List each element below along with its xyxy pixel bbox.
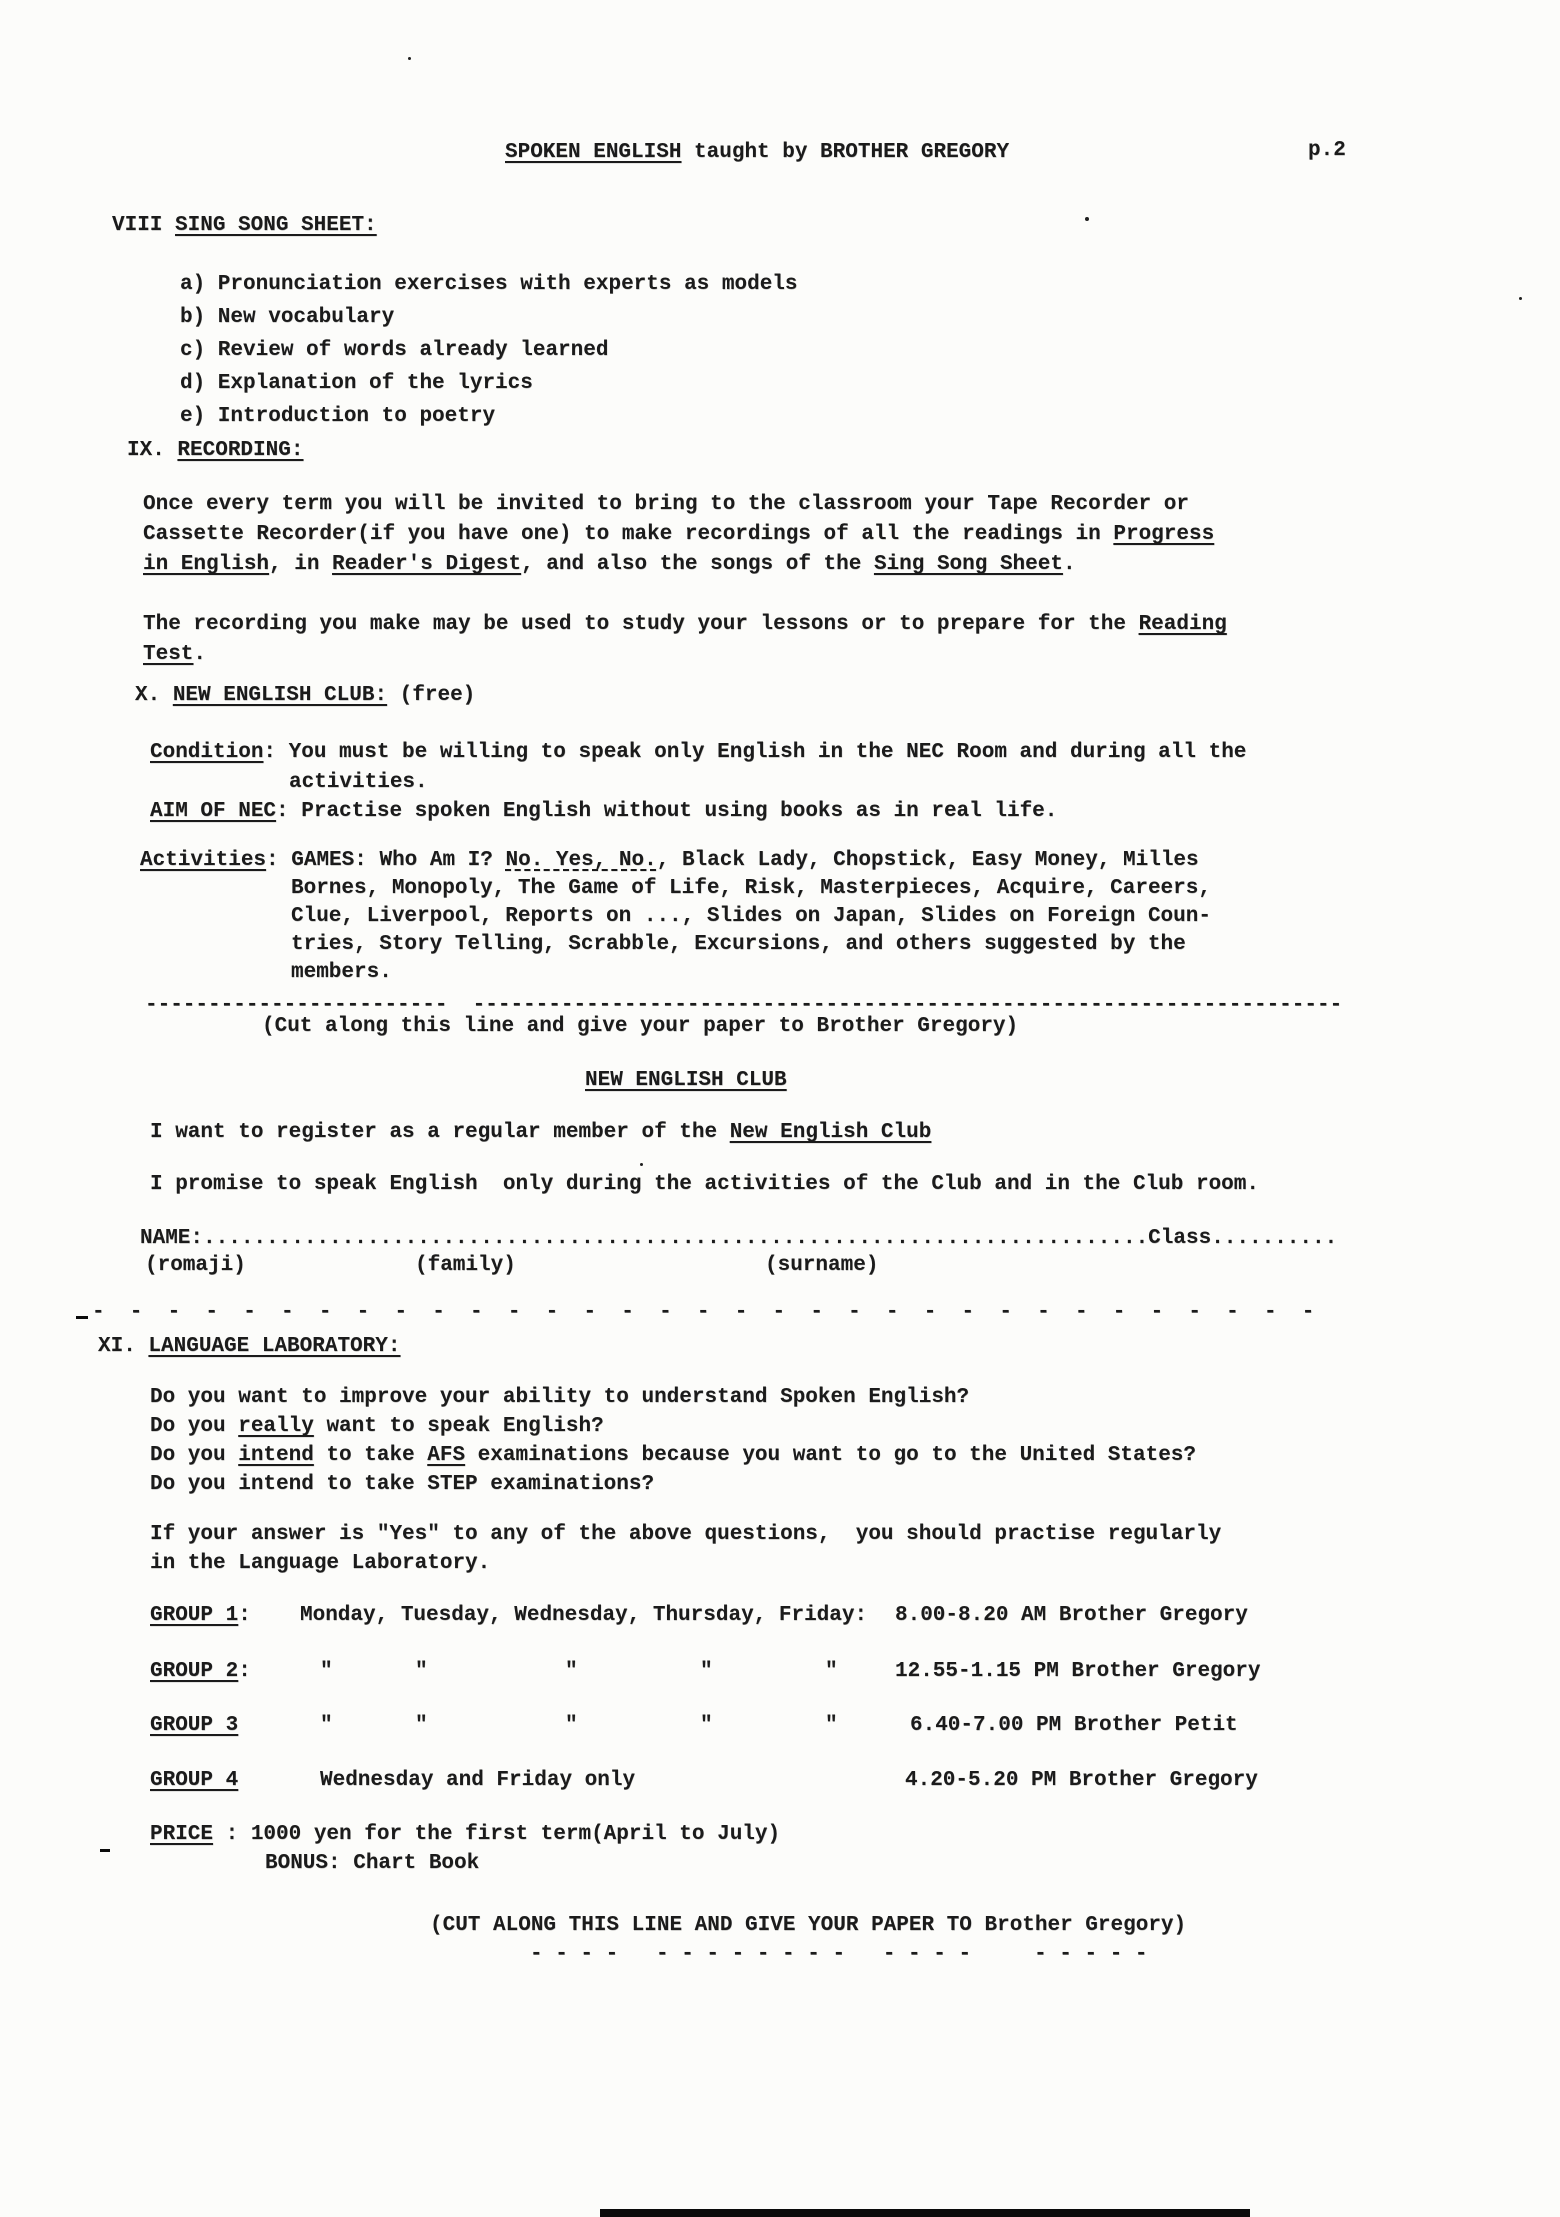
list-item: c) Review of words already learned [180,339,609,362]
group-label [150,1768,238,1794]
aim-label: AIM OF NEC [150,800,277,823]
dashed-divider: ------------------------ --------------------------------------------------------------------- [145,994,1343,1017]
scan-speck [76,1316,88,1319]
ditto-mark: " [825,1660,838,1683]
cut-instruction: (CUT ALONG THIS LINE AND GIVE YOUR PAPER TO Brother Gregory) [430,1914,1187,1937]
question-line: Do you intend to take STEP examinations? [150,1473,655,1496]
group-label [150,1603,251,1629]
ditto-mark: " [700,1714,713,1737]
underlined-term: Sing Song Sheet [873,553,1063,576]
price-line [150,1822,780,1848]
question-text: to take [313,1444,428,1467]
promise-line: I promise to speak English only during the activities of the Club and in the Club room. [150,1173,1259,1196]
ditto-mark: " [565,1714,578,1737]
group-label-colon: : [238,1604,251,1627]
ditto-mark: " [415,1660,428,1683]
condition-line [150,740,1246,766]
doc-title-rest: taught by BROTHER GREGORY [681,141,1010,164]
section-ix-title: RECORDING: [177,439,304,462]
name-field-line [140,1226,1337,1252]
section-xi-heading [98,1334,400,1360]
register-line [150,1120,931,1146]
price-label: PRICE [150,1823,214,1846]
list-item: e) Introduction to poetry [180,405,496,428]
name-label: NAME: [140,1227,204,1250]
paragraph-text: , in [269,553,333,576]
aim-line [150,799,1057,825]
paragraph-line: If your answer is "Yes" to any of the above questions, you should practise regularly [150,1523,1222,1546]
activities-text: , Black Lady, Chopstick, Easy Money, Milles [656,849,1199,872]
section-x-free: (free) [387,684,476,707]
name-hint-romaji: (romaji) [145,1254,246,1277]
underlined-term: in English [143,553,270,576]
list-item: d) Explanation of the lyrics [180,372,533,395]
group-days: Wednesday and Friday only [320,1769,636,1792]
group-time: 4.20-5.20 PM Brother Gregory [905,1769,1258,1792]
group-label-colon: : [238,1660,251,1683]
section-viii-title: SING SONG SHEET: [175,214,377,237]
paragraph-text: The recording you make may be used to study your lessons or to prepare for the [143,613,1139,636]
question-text: examinations because you want to go to the United States? [465,1444,1196,1467]
group-time: 8.00-8.20 AM Brother Gregory [895,1604,1248,1627]
activities-line [140,848,1199,874]
activities-line-cont: Clue, Liverpool, Reports on ..., Slides on Japan, Slides on Foreign Coun- [291,905,1211,928]
section-xi-numeral: XI. [98,1335,149,1358]
group-label [150,1713,238,1739]
group-days: Monday, Tuesday, Wednesday, Thursday, Friday: [300,1604,868,1627]
name-hint-family: (family) [415,1254,516,1277]
name-dotted-blank: ........................................................................... [203,1227,1149,1250]
ditto-mark: " [415,1714,428,1737]
activities-line-cont: members. [291,961,392,984]
list-item: b) New vocabulary [180,306,395,329]
cut-instruction: (Cut along this line and give your paper to Brother Gregory) [262,1015,1019,1038]
scan-artifact-bar [600,2209,1250,2217]
paragraph-line [143,552,1076,578]
aim-text: Practise spoken English without using books as in real life. [301,800,1058,823]
paragraph-line: Once every term you will be invited to bring to the classroom your Tape Recorder or [143,493,1189,516]
price-text: : 1000 yen for the first term(April to July) [213,1823,781,1846]
underlined-term: New English Club [729,1121,932,1144]
activities-label: Activities [140,849,267,872]
list-item: a) Pronunciation exercises with experts as models [180,273,798,296]
question-line: Do you want to improve your ability to understand Spoken English? [150,1386,970,1409]
section-xi-title: LANGUAGE LABORATORY: [148,1335,401,1358]
class-dotted-blank: .......... [1211,1227,1338,1250]
scan-speck [640,1163,643,1166]
group-label-text: GROUP 4 [150,1769,239,1792]
group-label-text: GROUP 2 [150,1660,239,1683]
group-time: 12.55-1.15 PM Brother Gregory [895,1660,1261,1683]
paragraph-line [143,612,1227,638]
scan-speck [1085,217,1089,221]
section-x-heading [135,683,475,709]
paragraph-text: , and also the songs of the [521,553,874,576]
doc-title-underlined: SPOKEN ENGLISH [505,141,682,164]
section-ix-numeral: IX. [127,439,178,462]
paragraph-text: . [193,643,207,666]
condition-label: Condition [150,741,264,764]
ditto-mark: " [320,1714,333,1737]
section-viii-heading [112,213,377,239]
class-label: Class [1148,1227,1212,1250]
question-line [150,1443,1196,1469]
section-x-numeral: X. [135,684,173,707]
paragraph-line: in the Language Laboratory. [150,1552,491,1575]
section-viii-numeral: VIII [112,214,176,237]
underlined-term: AFS [427,1444,466,1467]
group-label-text: GROUP 1 [150,1604,239,1627]
scan-speck [1519,297,1522,300]
ditto-mark: " [700,1660,713,1683]
underlined-term: No. Yes, No. [505,849,657,872]
form-title [585,1068,787,1094]
group-time: 6.40-7.00 PM Brother Petit [910,1714,1238,1737]
underlined-term: Reading [1138,613,1227,636]
ditto-mark: " [565,1660,578,1683]
ditto-mark: " [825,1714,838,1737]
underlined-term: intend [238,1444,314,1467]
section-x-title: NEW ENGLISH CLUB: [172,684,388,707]
ditto-mark: " [320,1660,333,1683]
activities-line-cont: Bornes, Monopoly, The Game of Life, Risk, Masterpieces, Acquire, Careers, [291,877,1211,900]
question-text: want to speak English? [313,1415,604,1438]
activities-line-cont: tries, Story Telling, Scrabble, Excursions, and others suggested by the [291,933,1186,956]
underlined-term: Test [143,643,194,666]
scan-speck [100,1849,110,1852]
scan-speck [408,57,411,60]
underlined-term: Reader's Digest [332,553,522,576]
label-separator: : [276,800,302,823]
activities-text: GAMES: Who Am I? [291,849,506,872]
dashed-divider-wide: - - - - - - - - - - - - - - - - - - - - - - - - - - - - - - - - - [92,1301,1315,1324]
register-text: I want to register as a regular member of the [150,1121,730,1144]
page-number: p.2 [1308,139,1346,162]
bonus-line: BONUS: Chart Book [265,1852,480,1875]
group-label-text: GROUP 3 [150,1714,239,1737]
question-text: Do you [150,1444,239,1467]
condition-line-cont: activities. [289,771,428,794]
paragraph-text: Cassette Recorder(if you have one) to make recordings of all the readings in [143,523,1114,546]
underlined-term: really [238,1415,314,1438]
paragraph-line [143,642,206,668]
question-text: Do you [150,1415,239,1438]
condition-text: You must be willing to speak only English in the NEC Room and during all the [288,741,1247,764]
dashed-divider: - - - - - - - - - - - - - - - - - - - - - [530,1943,1148,1966]
form-title-text: NEW ENGLISH CLUB [585,1069,787,1092]
paragraph-line [143,522,1214,548]
paragraph-text: . [1062,553,1076,576]
doc-header [505,140,1009,166]
group-label [150,1659,251,1685]
underlined-term: Progress [1113,523,1215,546]
section-ix-heading [127,438,303,464]
label-separator: : [263,741,289,764]
label-separator: : [266,849,292,872]
name-hint-surname: (surname) [765,1254,879,1277]
question-line [150,1414,604,1440]
